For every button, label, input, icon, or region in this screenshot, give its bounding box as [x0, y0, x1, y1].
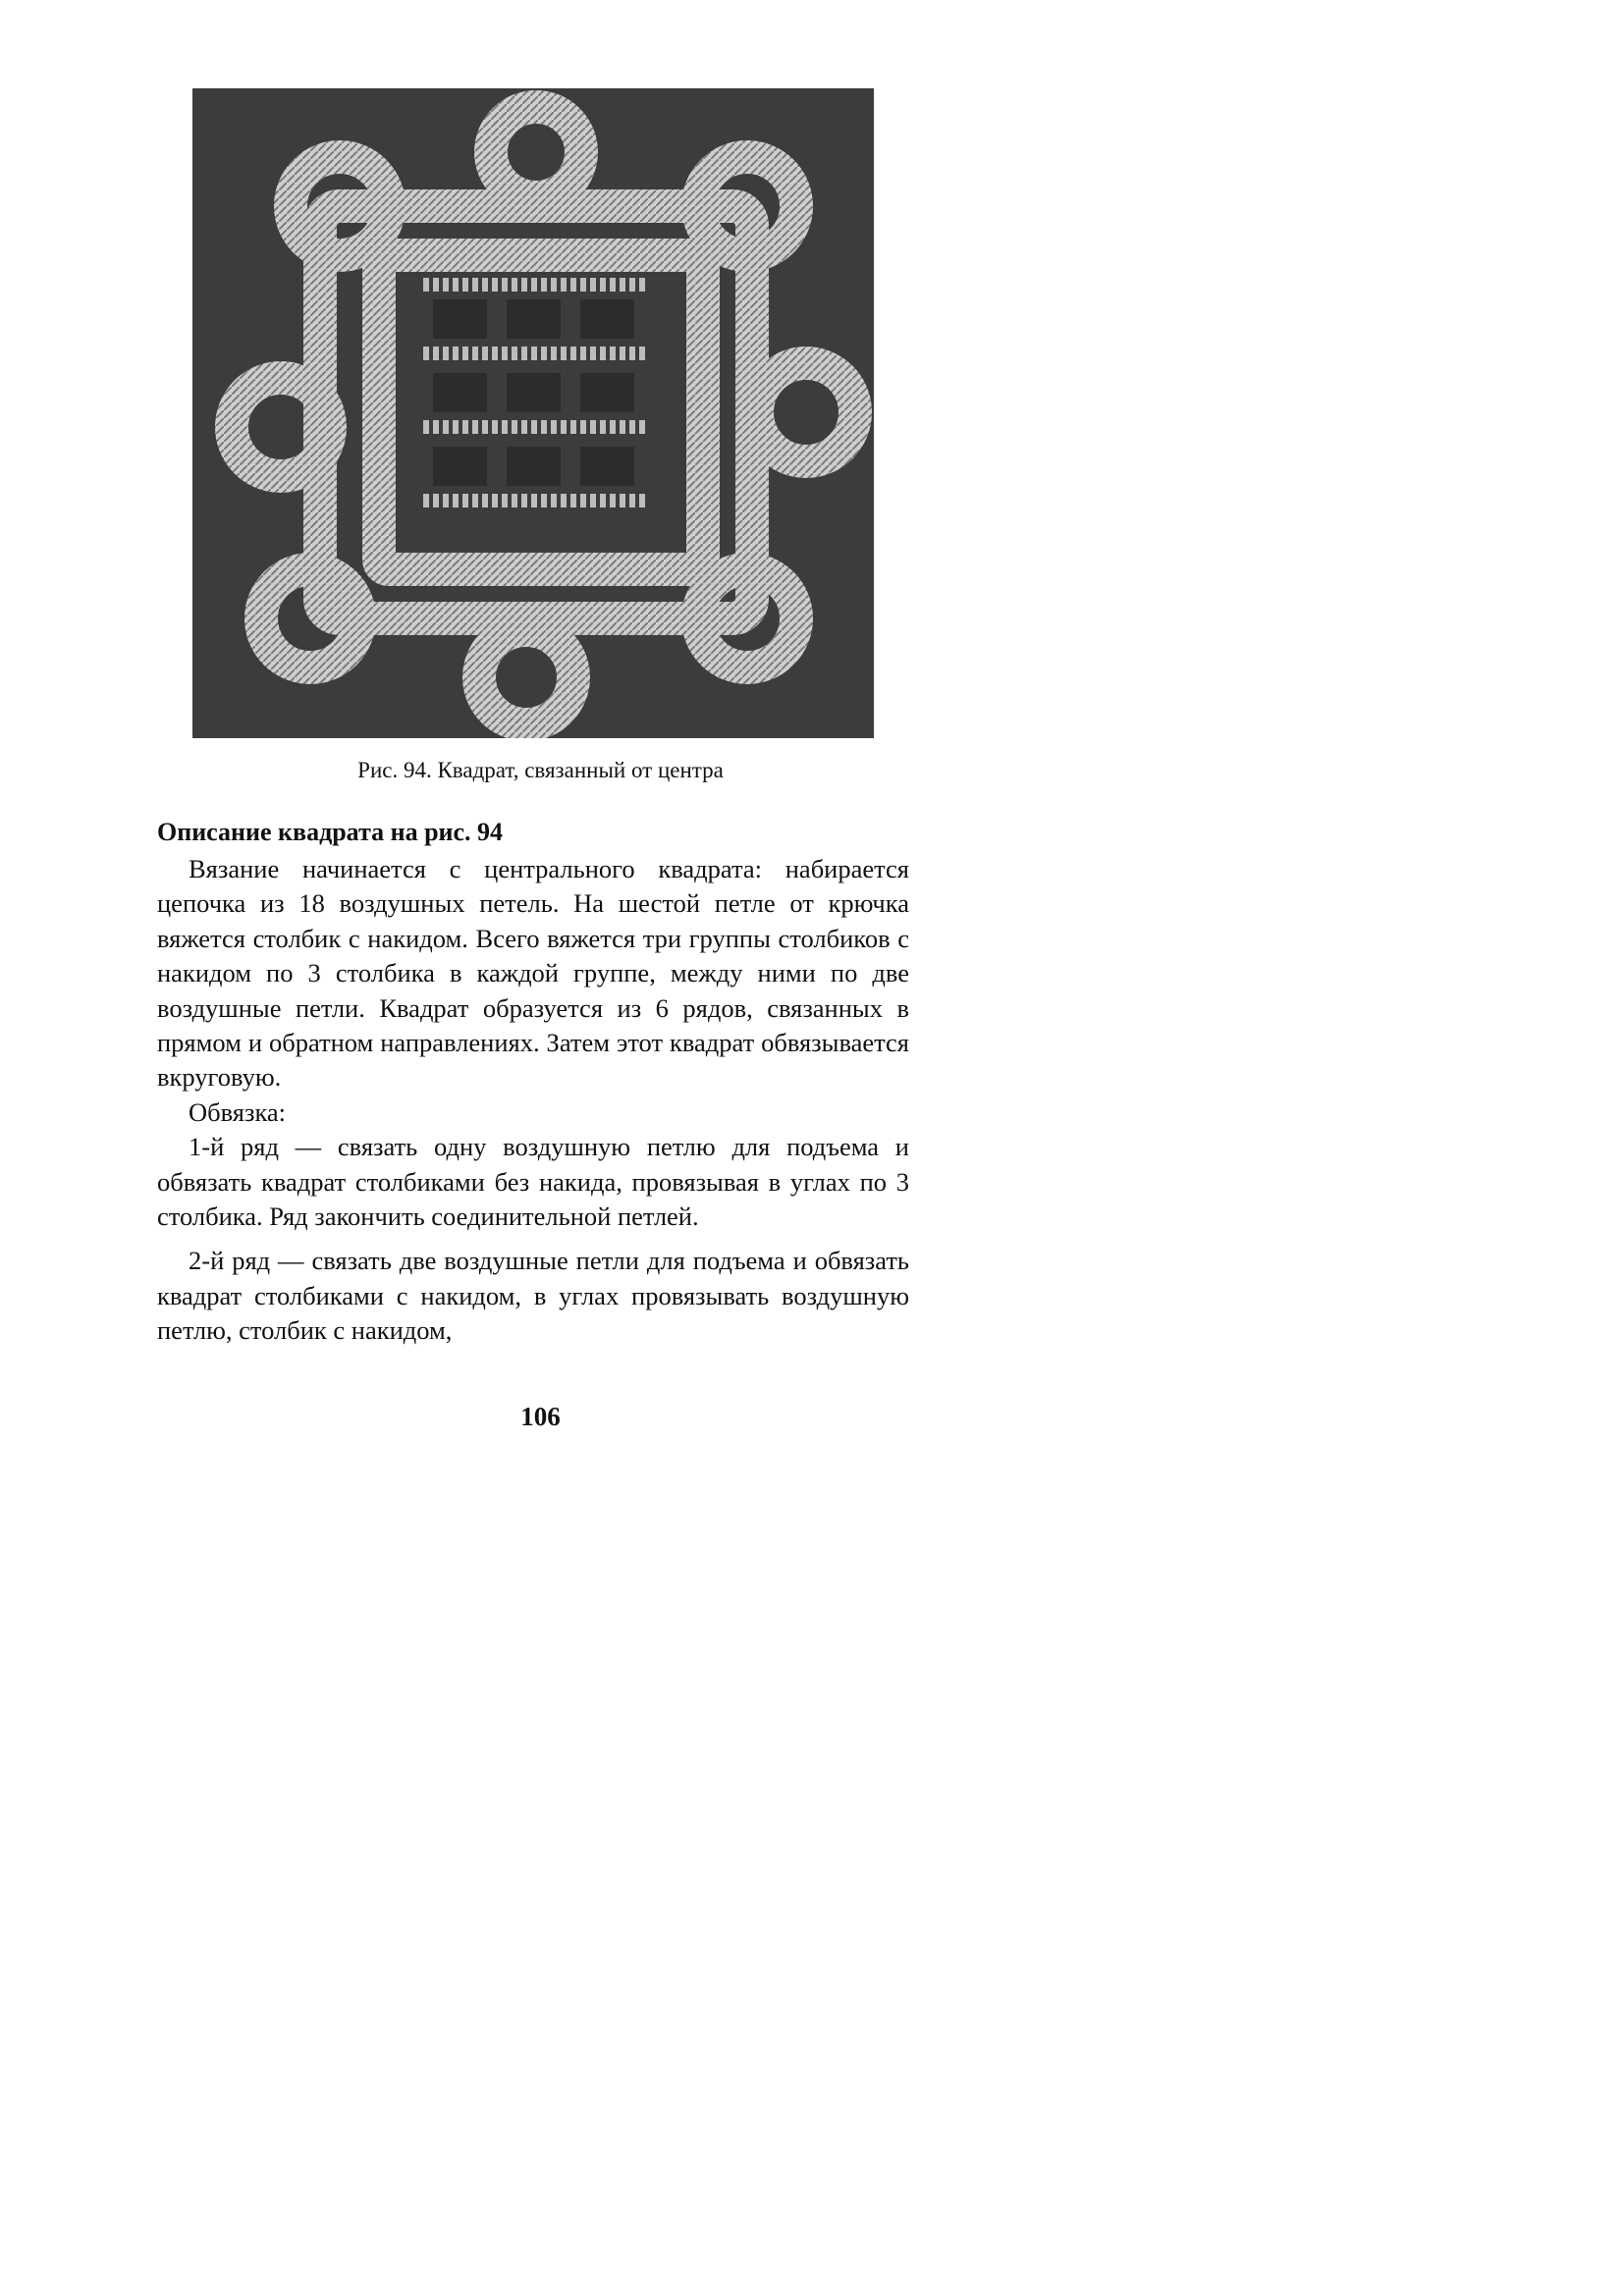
body-text	[157, 852, 909, 1349]
crochet-square-photo	[192, 88, 874, 738]
page-number: 106	[520, 1402, 561, 1431]
paragraph: Вязание начинается с центрального квадрата: набирается цепочка из 18 воздушных петель. На шестой петле от крючка вяжется столбик с накидом. Всего вяжется три группы столбиков с накидом по 3 столбика в каждой группе, между ними по две воздушные петли. Квадрат образуется из 6 рядов, связанных в прямом и обратном направлениях. Затем этот квадрат обвязывается вкруговую.	[157, 854, 909, 1093]
paragraph: 1-й ряд — связать одну воздушную петлю для подъема и обвязать квадрат столбиками без накида, провязывая в углах по 3 столбика. Ряд закончить соединительной петлей.	[157, 1132, 909, 1232]
figure-caption: Рис. 94. Квадрат, связанный от центра	[357, 758, 724, 782]
paragraph: 2-й ряд — связать две воздушные петли для подъема и обвязать квадрат столбиками с накидом, в углах провязывать воздушную петлю, столбик с накидом,	[157, 1246, 909, 1346]
section-heading: Описание квадрата на рис. 94	[157, 818, 504, 846]
crochet-square-illustration	[192, 88, 874, 738]
paragraph: Обвязка:	[189, 1096, 287, 1127]
